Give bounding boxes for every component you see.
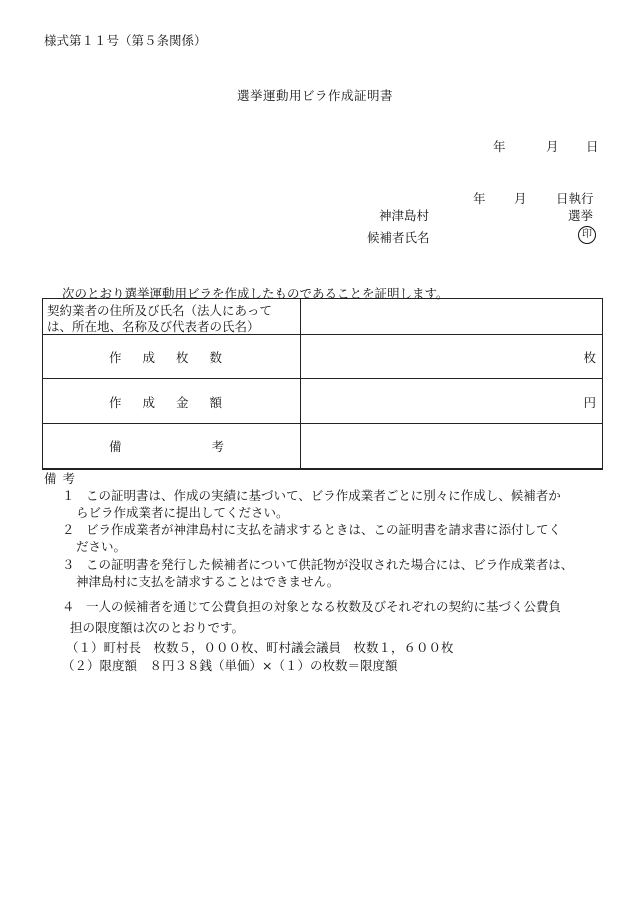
note-number: ４ bbox=[62, 599, 75, 614]
note-text: 一人の候補者を通じて公費負担の対象となる枚数及びそれぞれの契約に基づく公費負 bbox=[86, 599, 562, 614]
remarks-label: 備考 bbox=[109, 439, 315, 454]
note-item bbox=[62, 521, 561, 555]
form-number: 様式第１１号（第５条関係） bbox=[44, 33, 207, 48]
village-name: 神津島村 bbox=[379, 208, 430, 223]
certification-table bbox=[42, 298, 603, 470]
note-text: この証明書は、作成の実績に基づいて、ビラ作成業者ごとに別々に作成し、候補者か bbox=[86, 488, 561, 503]
note-number: ３ bbox=[62, 557, 75, 572]
note-text-cont: ださい。 bbox=[76, 539, 127, 554]
note-text-cont: 担の限度額は次のとおりです。 bbox=[70, 620, 245, 635]
quantity-unit: 枚 bbox=[583, 350, 596, 365]
contractor-label-line1: 契約業者の住所及び氏名（法人にあって bbox=[47, 303, 272, 318]
quantity-row bbox=[43, 335, 602, 379]
amount-unit: 円 bbox=[583, 395, 596, 410]
remarks-row bbox=[43, 424, 602, 469]
candidate-name-label: 候補者氏名 bbox=[367, 230, 430, 245]
note-item bbox=[62, 487, 561, 521]
contractor-label-line2: は、所在地、名称及び代表者の氏名） bbox=[47, 319, 260, 334]
note-number: ２ bbox=[62, 522, 75, 537]
note-number: １ bbox=[62, 488, 75, 503]
exec-year: 年 bbox=[473, 191, 486, 206]
document-title: 選挙運動用ビラ作成証明書 bbox=[236, 88, 393, 103]
amount-label: 作成金額 bbox=[109, 395, 244, 410]
sub-item: （２）限度額 ８円３８銭（単価）×（１）の枚数＝限度額 bbox=[62, 658, 398, 673]
election-label: 選挙 bbox=[568, 208, 594, 223]
contractor-row bbox=[43, 299, 602, 335]
note-text: ビラ作成業者が神津島村に支払を請求するときは、この証明書を請求書に添付してく bbox=[86, 522, 562, 537]
note-text-cont: 神津島村に支払を請求することはできません。 bbox=[76, 574, 340, 589]
note-text: この証明書を発行した候補者について供託物が没収された場合には、ビラ作成業者は、 bbox=[86, 557, 574, 572]
note-item bbox=[62, 596, 561, 638]
date-month: 月 bbox=[546, 139, 559, 154]
quantity-label: 作成枚数 bbox=[109, 350, 244, 365]
date-day: 日 bbox=[586, 139, 599, 154]
seal-icon: 印 bbox=[578, 226, 596, 244]
sub-item: （１）町村長 枚数５，０００枚、町村議会議員 枚数１，６００枚 bbox=[66, 640, 454, 655]
amount-row bbox=[43, 379, 602, 424]
note-text-cont: らビラ作成業者に提出してください。 bbox=[76, 505, 289, 520]
table-divider bbox=[300, 299, 301, 469]
date-year: 年 bbox=[493, 139, 506, 154]
intro-text: 次のとおり選挙運動用ビラを作成したものであることを証明します。 bbox=[62, 286, 449, 301]
exec-day: 日執行 bbox=[556, 191, 594, 206]
exec-month: 月 bbox=[514, 191, 527, 206]
note-item bbox=[62, 556, 573, 590]
remarks-heading: 備考 bbox=[44, 471, 82, 486]
